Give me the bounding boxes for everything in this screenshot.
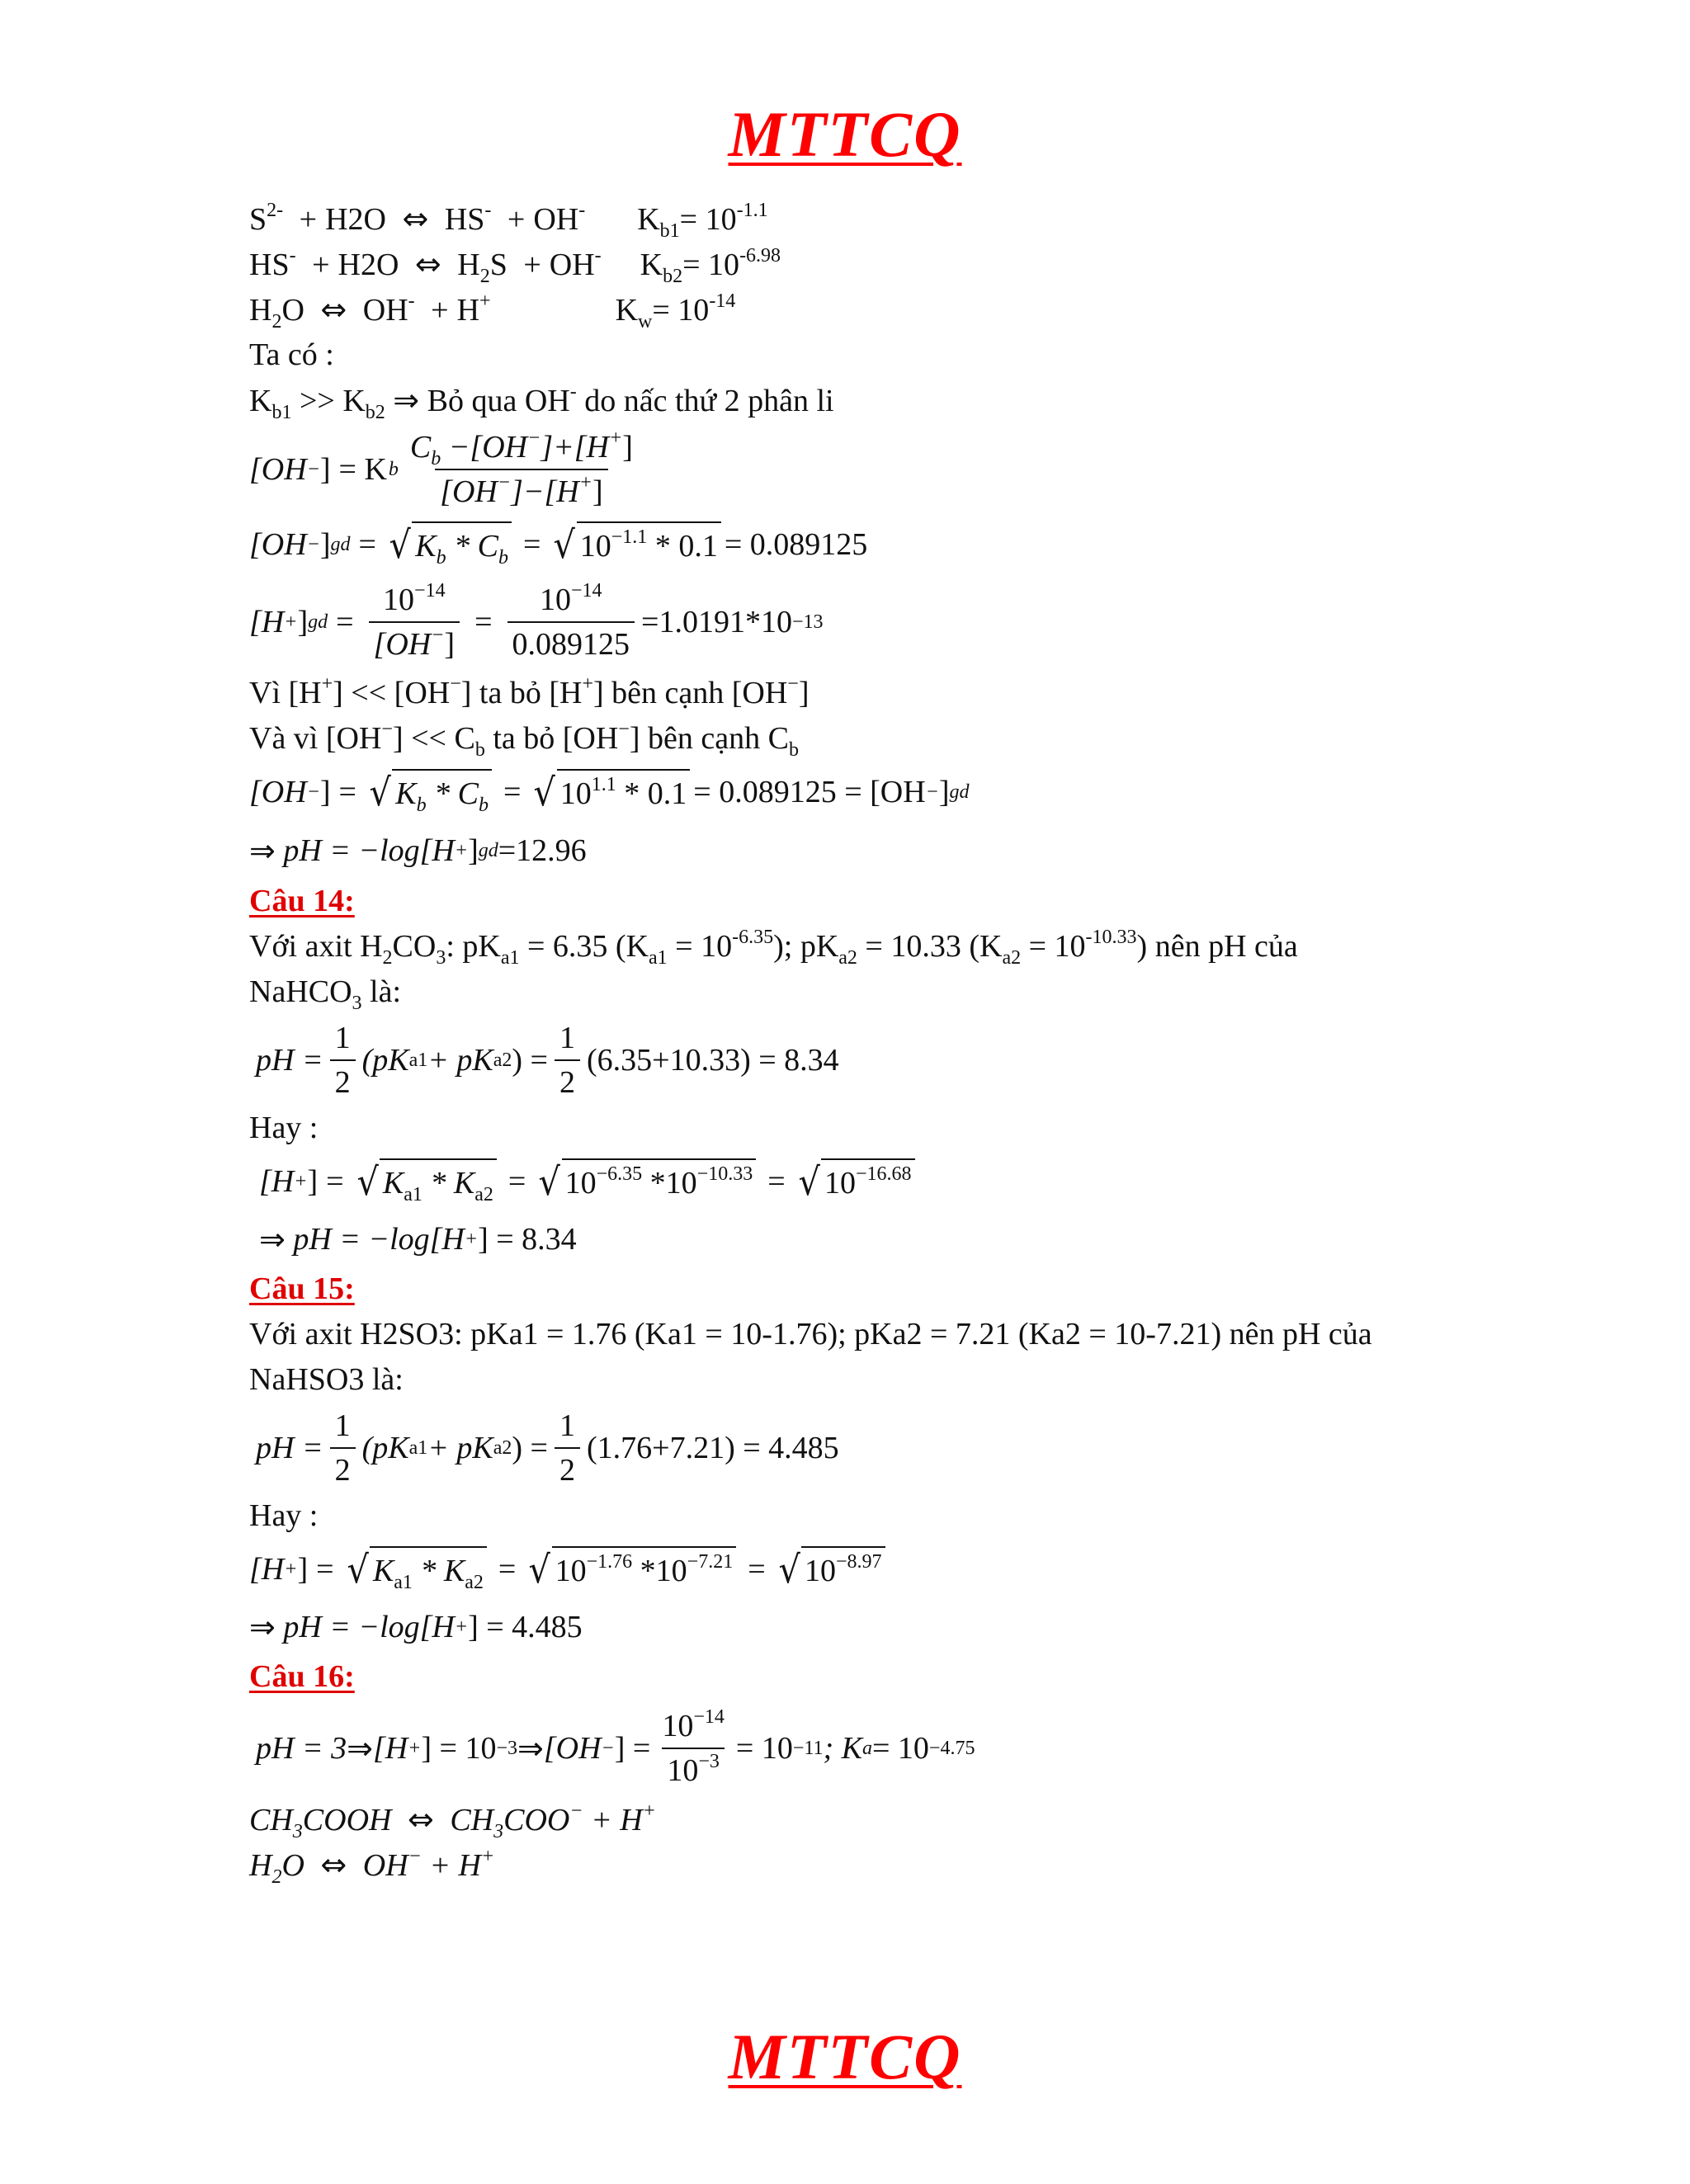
- formula-oh-check: [OH − ] = √ $K_b * C_b$ = √ $10^{1.1} * 0.1$ = 0.089125 = [OH − ] gd: [249, 770, 970, 816]
- implies-icon: ⇒: [249, 833, 276, 869]
- implies-icon: ⇒: [259, 1221, 286, 1257]
- text-vi-h: Vì [H+] << [OH−] ta bỏ [H+] bên cạnh [OH−]: [249, 673, 810, 710]
- cau15-hay: Hay :: [249, 1498, 319, 1533]
- square-root: √ $K_{a1} * K_{a2}$: [346, 1546, 487, 1592]
- square-root: √ $K_b * C_b$: [388, 521, 512, 568]
- square-root: √ $10^{-16.68}$: [797, 1158, 915, 1205]
- formula-oh-approx: [OH − ] gd = √ $K_b * C_b$ = √ $10^{-1.1} * 0.1$ = 0.089125: [249, 522, 868, 568]
- fraction: $\frac{C_b -[OH^-]+[H^+]}{[OH^-]-[H^+]}$: [409, 427, 633, 509]
- section-title-cau14: Câu 14:: [249, 884, 355, 918]
- sqrt-icon: √: [356, 1159, 379, 1204]
- cau16-formula: pH = 3 ⇒ [H + ] = 10 −3 ⇒ [OH − ] = $\frac{10^{-14}}{10^{-3}}$ = 10 −11 ; K a = 10 −4.75: [256, 1706, 975, 1788]
- square-root: √ $K_b * C_b$: [368, 769, 492, 815]
- sqrt-icon: √: [346, 1547, 369, 1592]
- section-title-cau15: Câu 15:: [249, 1271, 355, 1306]
- sqrt-icon: √: [798, 1159, 820, 1204]
- fraction-half: $\frac{1}{2}$: [330, 1020, 356, 1101]
- section-title-cau16: Câu 16:: [249, 1659, 355, 1694]
- sqrt-icon: √: [778, 1547, 800, 1592]
- cau15-line2: NaHSO3 là:: [249, 1362, 404, 1397]
- cau14-h-formula: [H + ] = √ $K_{a1} * K_{a2}$ = √ $10^{-6.35}$ $*10^{-10.33}$ = √ $10^{-16.68}$: [249, 1151, 1537, 1212]
- implies-icon: ⇒: [249, 1609, 276, 1645]
- formula-ph-result: ⇒ pH = −log[H + ] gd =12.96: [249, 833, 587, 869]
- formula-oh-general: [OH − ] = K b $\frac{C_b -[OH^-]+[H^+]}{[OH^-]-[H^+]}$: [249, 423, 1537, 516]
- equilibrium-arrow-icon: ⇔: [414, 246, 441, 282]
- sqrt-icon: √: [369, 770, 391, 814]
- cau14-hay: Hay :: [249, 1111, 319, 1145]
- equilibrium-arrow-icon: ⇔: [320, 1847, 347, 1883]
- sqrt-icon: √: [389, 522, 411, 567]
- equilibrium-2: HS- + H2O ⇔ $H_2S + OH^-$ $K_{b2}= 10^{-6.98}$: [249, 245, 781, 287]
- equilibrium-arrow-icon: ⇔: [407, 1801, 434, 1837]
- equilibrium-arrow-icon: ⇔: [402, 200, 429, 237]
- cau14-line2: NaHCO$_3$ là:: [249, 974, 402, 1014]
- sqrt-icon: √: [538, 1159, 561, 1204]
- cau15-h-formula: [H + ] = √ $K_{a1} * K_{a2}$ = √ $10^{-1.76}$ $*10^{-7.21}$ = √ $10^{-8.97}$: [249, 1539, 1537, 1600]
- header-title: MTTCQ: [728, 98, 962, 170]
- square-root: √ $10^{1.1} * 0.1$: [532, 769, 690, 815]
- cau14-ph-result: ⇒ pH = −log[H + ] = 8.34: [259, 1221, 577, 1257]
- equilibrium-arrow-icon: ⇔: [320, 291, 347, 328]
- document-body: [249, 196, 1537, 1888]
- fraction: $\frac{10^{-14}}{[OH^-]}$: [369, 582, 460, 663]
- footer-title: MTTCQ: [728, 2021, 962, 2092]
- implies-icon: ⇒: [393, 382, 420, 418]
- square-root: √ $K_{a1} * K_{a2}$: [356, 1158, 497, 1205]
- cau14-line1: Với axit $H_2CO_3$: $pK_{a1} = 6.35$ $(K_{a1} = 10^{-6.35})$; $pK_{a2} = 10.33$ $(K_{a2} = 10^{-10.33})$ nên pH của: [249, 927, 1298, 969]
- implies-icon: ⇒: [347, 1730, 373, 1767]
- text-kb-compare: $K_{b1} >> K_{b2}$ ⇒ Bỏ qua OH- do nấc thứ 2 phân li: [249, 381, 834, 423]
- cau14-ph-formula: pH = $\frac{1}{2}$ (pK a 1 + pK a 2 ) = $\frac{1}{2}$ (6.35+10.33) = 8.34: [256, 1021, 839, 1100]
- cau15-line1: Với axit H2SO3: pKa1 = 1.76 (Ka1 = 10-1.76); pKa2 = 7.21 (Ka2 = 10-7.21) nên pH của: [249, 1317, 1372, 1351]
- fraction-half: $\frac{1}{2}$: [555, 1408, 580, 1488]
- square-root: √ $10^{-1.76}$ $*10^{-7.21}$: [527, 1546, 736, 1592]
- sqrt-icon: √: [528, 1547, 551, 1592]
- square-root: √ $10^{-8.97}$: [777, 1546, 885, 1592]
- cau16-reaction-1: $CH_3COOH$ ⇔ $CH_3COO^- + H^+$: [249, 1800, 656, 1842]
- fraction: $\frac{10^{-14}}{10^{-3}}$: [662, 1706, 725, 1788]
- implies-icon: ⇒: [517, 1730, 544, 1767]
- sqrt-icon: √: [533, 770, 556, 814]
- cau15-ph-formula: pH = $\frac{1}{2}$ (pK a 1 + pK a 2 ) = $\frac{1}{2}$ (1.76+7.21) = 4.485: [256, 1408, 839, 1488]
- cau16-reaction-2: $H_2O$ ⇔ OH− + H+: [249, 1846, 495, 1888]
- equilibrium-3: $H_2O$ ⇔ OH- + H+ $K_w= 10^{-14}$: [249, 290, 736, 333]
- fraction-half: $\frac{1}{2}$: [330, 1408, 356, 1488]
- formula-h-approx: [H + ] gd = $\frac{10^{-14}}{[OH^-]}$ = $\frac{10^{-14}}{0.089125}$ =1.0191*10 −13: [249, 580, 824, 662]
- text-va-vi: Và vì $[OH^-] << C_b$ ta bỏ [OH−] bên cạnh $C_b$: [249, 719, 799, 761]
- text-ta-co: Ta có :: [249, 337, 334, 372]
- fraction: $\frac{10^{-14}}{0.089125}$: [507, 582, 635, 663]
- square-root: √ $10^{-6.35}$ $*10^{-10.33}$: [537, 1158, 756, 1205]
- equilibrium-1: $S^{2-} + H2O$ ⇔ HS- + OH- $K_{b1}= 10^{-1.1}$: [249, 200, 768, 242]
- square-root: √ $10^{-1.1} * 0.1$: [552, 521, 720, 568]
- cau15-ph-result: ⇒ pH = −log[H + ] = 4.485: [249, 1609, 583, 1645]
- fraction-half: $\frac{1}{2}$: [555, 1020, 580, 1101]
- sqrt-icon: √: [553, 522, 576, 567]
